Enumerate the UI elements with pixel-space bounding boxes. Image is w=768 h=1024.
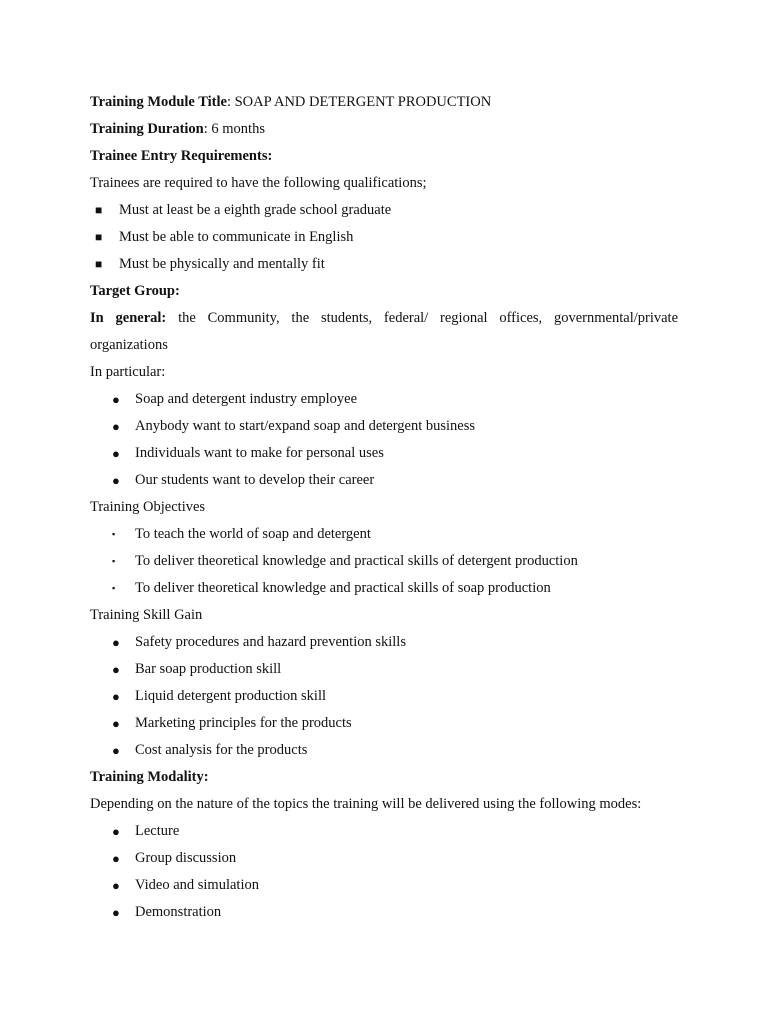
module-title-label: Training Module Title — [90, 94, 227, 110]
list-item — [90, 197, 678, 224]
small-square-bullet-icon: ▪ — [112, 529, 116, 539]
list-item-text: To teach the world of soap and detergent — [135, 526, 371, 542]
list-item — [90, 872, 678, 899]
round-bullet-icon: ● — [112, 689, 120, 704]
modality-heading: Training Modality: — [90, 769, 209, 785]
round-bullet-icon: ● — [112, 419, 120, 434]
list-item — [90, 251, 678, 278]
list-item-text: To deliver theoretical knowledge and practical skills of soap production — [135, 580, 551, 596]
list-item-text: Group discussion — [135, 850, 237, 866]
list-item — [90, 737, 678, 764]
list-item — [90, 548, 678, 575]
skill-gain-heading: Training Skill Gain — [90, 607, 203, 623]
square-bullet-icon: ■ — [95, 230, 103, 244]
entry-requirements-heading: Trainee Entry Requirements: — [90, 148, 273, 164]
list-item-text: Our students want to develop their career — [135, 472, 375, 488]
round-bullet-icon: ● — [112, 878, 120, 893]
particular-label: In particular: — [90, 364, 166, 380]
entry-requirements-intro: Trainees are required to have the following qualifications; — [90, 175, 427, 191]
list-item — [90, 710, 678, 737]
round-bullet-icon: ● — [112, 824, 120, 839]
small-square-bullet-icon: ▪ — [112, 583, 116, 593]
round-bullet-icon: ● — [112, 392, 120, 407]
round-bullet-icon: ● — [112, 473, 120, 488]
list-item-text: Video and simulation — [135, 877, 259, 893]
list-item — [90, 413, 678, 440]
list-item — [90, 467, 678, 494]
target-general-line-2: organizations — [90, 337, 168, 353]
list-item — [90, 656, 678, 683]
target-general-line — [90, 305, 678, 332]
list-item — [90, 845, 678, 872]
modality-intro: Depending on the nature of the topics the training will be delivered using the following modes: — [90, 796, 642, 812]
module-title-value: : SOAP AND DETERGENT PRODUCTION — [226, 94, 492, 110]
list-item-text: Individuals want to make for personal uses — [135, 445, 384, 461]
document-page — [90, 89, 678, 926]
list-item — [90, 629, 678, 656]
square-bullet-icon: ■ — [95, 203, 103, 217]
list-item-text: Bar soap production skill — [135, 661, 282, 677]
list-item — [90, 386, 678, 413]
target-group-heading: Target Group: — [90, 283, 180, 299]
list-item — [90, 521, 678, 548]
module-title-line — [90, 89, 678, 116]
round-bullet-icon: ● — [112, 662, 120, 677]
list-item-text: Must be able to communicate in English — [119, 229, 354, 245]
round-bullet-icon: ● — [112, 446, 120, 461]
list-item-text: Anybody want to start/expand soap and detergent business — [135, 418, 476, 434]
list-item-text: Marketing principles for the products — [135, 715, 352, 731]
list-item-text: To deliver theoretical knowledge and practical skills of detergent production — [135, 553, 578, 569]
general-label: In general: — [90, 310, 167, 326]
square-bullet-icon: ■ — [95, 257, 103, 271]
list-item — [90, 224, 678, 251]
duration-line — [90, 116, 678, 143]
list-item-text: Safety procedures and hazard prevention skills — [135, 634, 406, 650]
list-item-text: Soap and detergent industry employee — [135, 391, 358, 407]
list-item-text: Must at least be a eighth grade school graduate — [119, 202, 392, 218]
duration-value: : 6 months — [203, 121, 265, 137]
general-text: the Community, the students, federal/ regional offices, governmental/private — [178, 310, 679, 326]
round-bullet-icon: ● — [112, 743, 120, 758]
round-bullet-icon: ● — [112, 851, 120, 866]
list-item — [90, 899, 678, 926]
list-item-text: Liquid detergent production skill — [135, 688, 327, 704]
round-bullet-icon: ● — [112, 905, 120, 920]
small-square-bullet-icon: ▪ — [112, 556, 116, 566]
list-item-text: Demonstration — [135, 904, 222, 920]
list-item — [90, 818, 678, 845]
list-item-text: Must be physically and mentally fit — [119, 256, 325, 272]
duration-label: Training Duration — [90, 121, 204, 137]
list-item-text: Lecture — [135, 823, 180, 839]
list-item — [90, 575, 678, 602]
list-item — [90, 683, 678, 710]
objectives-heading: Training Objectives — [90, 499, 206, 515]
list-item — [90, 440, 678, 467]
round-bullet-icon: ● — [112, 635, 120, 650]
round-bullet-icon: ● — [112, 716, 120, 731]
list-item-text: Cost analysis for the products — [135, 742, 308, 758]
